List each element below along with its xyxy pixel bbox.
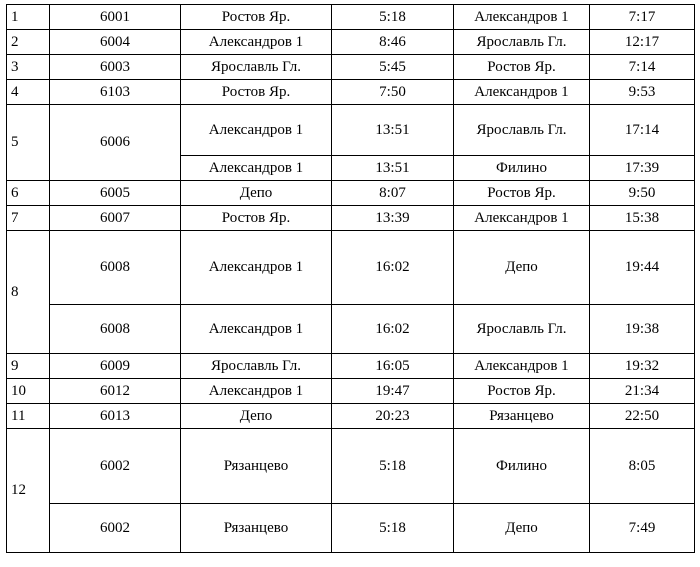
row-number: 9	[7, 354, 50, 379]
arrival-station: Ярославль Гл.	[454, 30, 590, 55]
arrival-station: Ярославль Гл.	[454, 305, 590, 354]
arrival-time: 22:50	[590, 404, 695, 429]
arrival-time: 12:17	[590, 30, 695, 55]
departure-time: 5:18	[332, 429, 454, 504]
departure-time: 13:51	[332, 105, 454, 156]
table-row	[7, 30, 695, 55]
arrival-time: 9:50	[590, 181, 695, 206]
departure-station: Александров 1	[181, 231, 332, 305]
departure-station: Александров 1	[181, 105, 332, 156]
row-number: 4	[7, 80, 50, 105]
train-number: 6008	[50, 305, 181, 354]
train-number: 6006	[50, 105, 181, 181]
arrival-time: 19:44	[590, 231, 695, 305]
train-number: 6012	[50, 379, 181, 404]
departure-time: 16:02	[332, 305, 454, 354]
arrival-station: Александров 1	[454, 206, 590, 231]
arrival-time: 7:17	[590, 5, 695, 30]
departure-time: 5:45	[332, 55, 454, 80]
table-row	[7, 55, 695, 80]
departure-time: 8:46	[332, 30, 454, 55]
departure-station: Александров 1	[181, 156, 332, 181]
arrival-station: Филино	[454, 156, 590, 181]
departure-time: 13:51	[332, 156, 454, 181]
departure-station: Ростов Яр.	[181, 206, 332, 231]
row-number: 2	[7, 30, 50, 55]
table-row	[7, 354, 695, 379]
train-number: 6002	[50, 429, 181, 504]
departure-station: Депо	[181, 404, 332, 429]
row-number: 7	[7, 206, 50, 231]
arrival-time: 7:14	[590, 55, 695, 80]
row-number: 12	[7, 429, 50, 553]
arrival-station: Ростов Яр.	[454, 379, 590, 404]
train-number: 6005	[50, 181, 181, 206]
departure-time: 13:39	[332, 206, 454, 231]
row-number: 11	[7, 404, 50, 429]
table-row	[7, 231, 695, 305]
table-row	[7, 429, 695, 504]
train-number: 6013	[50, 404, 181, 429]
row-number: 10	[7, 379, 50, 404]
arrival-time: 7:49	[590, 504, 695, 553]
row-number: 1	[7, 5, 50, 30]
arrival-time: 19:38	[590, 305, 695, 354]
row-number: 3	[7, 55, 50, 80]
arrival-time: 15:38	[590, 206, 695, 231]
arrival-time: 21:34	[590, 379, 695, 404]
arrival-station: Депо	[454, 231, 590, 305]
arrival-station: Ростов Яр.	[454, 181, 590, 206]
train-number: 6002	[50, 504, 181, 553]
arrival-time: 17:39	[590, 156, 695, 181]
arrival-time: 19:32	[590, 354, 695, 379]
arrival-station: Ростов Яр.	[454, 55, 590, 80]
departure-station: Рязанцево	[181, 504, 332, 553]
arrival-station: Филино	[454, 429, 590, 504]
table-row	[7, 181, 695, 206]
train-number: 6009	[50, 354, 181, 379]
departure-station: Александров 1	[181, 379, 332, 404]
departure-station: Александров 1	[181, 305, 332, 354]
arrival-station: Рязанцево	[454, 404, 590, 429]
train-number: 6004	[50, 30, 181, 55]
departure-station: Ярославль Гл.	[181, 354, 332, 379]
table-row	[7, 206, 695, 231]
table-row	[7, 105, 695, 156]
departure-time: 16:02	[332, 231, 454, 305]
train-number: 6001	[50, 5, 181, 30]
row-number: 8	[7, 231, 50, 354]
departure-time: 8:07	[332, 181, 454, 206]
arrival-station: Александров 1	[454, 354, 590, 379]
row-number: 6	[7, 181, 50, 206]
row-number: 5	[7, 105, 50, 181]
departure-station: Рязанцево	[181, 429, 332, 504]
arrival-station: Александров 1	[454, 5, 590, 30]
table-row	[7, 379, 695, 404]
table-row	[7, 5, 695, 30]
arrival-time: 17:14	[590, 105, 695, 156]
departure-station: Ростов Яр.	[181, 80, 332, 105]
departure-time: 5:18	[332, 504, 454, 553]
departure-station: Депо	[181, 181, 332, 206]
departure-time: 7:50	[332, 80, 454, 105]
train-schedule-table	[6, 4, 695, 553]
arrival-time: 9:53	[590, 80, 695, 105]
train-number: 6103	[50, 80, 181, 105]
departure-station: Александров 1	[181, 30, 332, 55]
departure-time: 20:23	[332, 404, 454, 429]
arrival-time: 8:05	[590, 429, 695, 504]
departure-time: 16:05	[332, 354, 454, 379]
departure-time: 19:47	[332, 379, 454, 404]
table-row	[7, 404, 695, 429]
departure-station: Ярославль Гл.	[181, 55, 332, 80]
arrival-station: Депо	[454, 504, 590, 553]
train-number: 6003	[50, 55, 181, 80]
table-row	[7, 504, 695, 553]
train-number: 6007	[50, 206, 181, 231]
arrival-station: Александров 1	[454, 80, 590, 105]
train-number: 6008	[50, 231, 181, 305]
table-row	[7, 80, 695, 105]
departure-station: Ростов Яр.	[181, 5, 332, 30]
table-row	[7, 305, 695, 354]
departure-time: 5:18	[332, 5, 454, 30]
arrival-station: Ярославль Гл.	[454, 105, 590, 156]
